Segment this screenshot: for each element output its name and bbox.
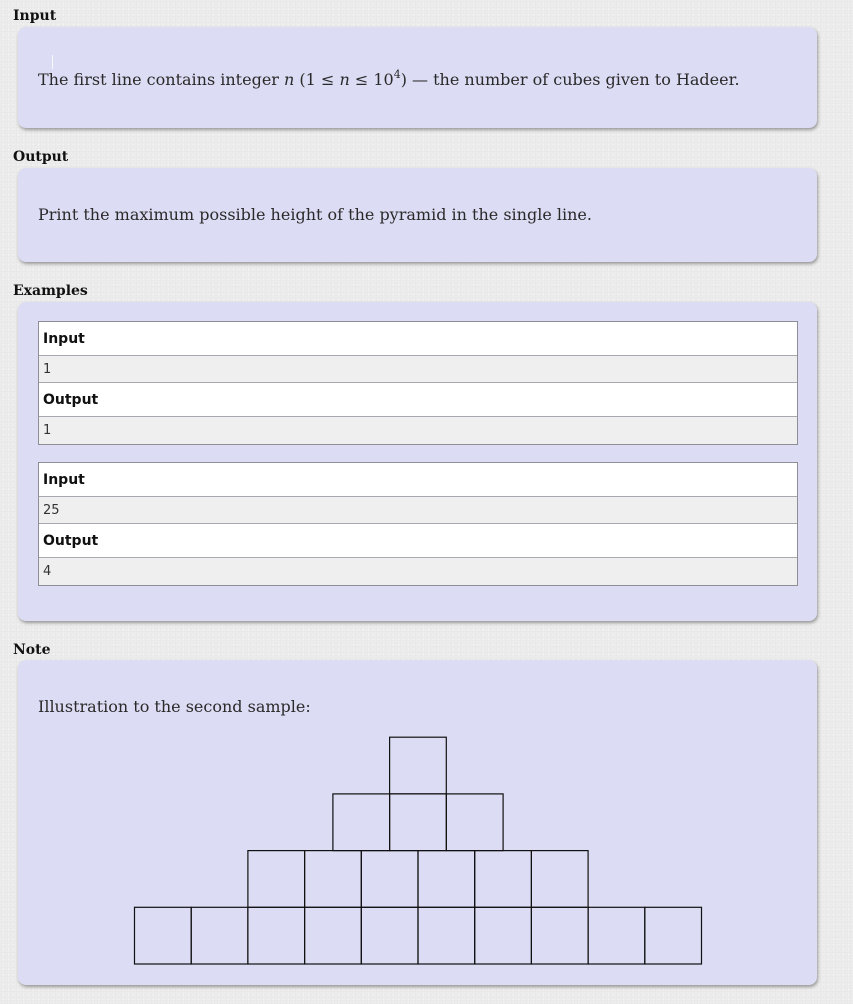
pyramid-cube bbox=[305, 851, 362, 908]
pyramid-cube bbox=[333, 794, 390, 851]
example-output-label: Output bbox=[39, 524, 797, 558]
math-var-n: n bbox=[284, 70, 295, 89]
input-heading: Input bbox=[13, 8, 57, 24]
pyramid-cube bbox=[531, 851, 588, 908]
pyramid-cube bbox=[191, 907, 248, 964]
example-input-label: Input bbox=[39, 463, 797, 497]
pyramid-cube bbox=[446, 794, 503, 851]
input-text-before: The first line contains integer bbox=[38, 70, 285, 89]
pyramid-cube bbox=[361, 907, 418, 964]
pyramid-cube bbox=[588, 907, 645, 964]
pyramid-cube bbox=[475, 907, 532, 964]
pyramid-cube bbox=[135, 907, 192, 964]
pyramid-cube bbox=[390, 737, 447, 794]
pyramid-cube bbox=[418, 907, 475, 964]
example-output-value[interactable]: 1 bbox=[39, 417, 797, 444]
example-output-label: Output bbox=[39, 383, 797, 417]
output-description: Print the maximum possible height of the pyramid in the single line. bbox=[38, 205, 592, 224]
note-description: Illustration to the second sample: bbox=[38, 697, 311, 716]
example-input-value[interactable]: 25 bbox=[39, 497, 797, 524]
output-heading: Output bbox=[13, 149, 69, 165]
example-input-label: Input bbox=[39, 322, 797, 356]
pyramid-cube bbox=[305, 907, 362, 964]
pyramid-cube bbox=[248, 907, 305, 964]
pyramid-cube bbox=[390, 794, 447, 851]
math-var-n-2: n bbox=[339, 70, 350, 89]
pyramid-cube bbox=[475, 851, 532, 908]
input-text-after: ) — the number of cubes given to Hadeer. bbox=[400, 70, 740, 89]
example-output-value[interactable]: 4 bbox=[39, 558, 797, 585]
note-heading: Note bbox=[13, 642, 51, 658]
pyramid-cube bbox=[361, 851, 418, 908]
example-input-value[interactable]: 1 bbox=[39, 356, 797, 383]
math-paren-open: (1 ≤ bbox=[294, 70, 340, 89]
pyramid-cube bbox=[418, 851, 475, 908]
pyramid-cube bbox=[531, 907, 588, 964]
math-exponent: 4 bbox=[393, 68, 401, 81]
pyramid-cube bbox=[248, 851, 305, 908]
examples-heading: Examples bbox=[13, 283, 88, 299]
math-leq-10: ≤ 10 bbox=[349, 70, 394, 89]
pyramid-cube bbox=[645, 907, 702, 964]
